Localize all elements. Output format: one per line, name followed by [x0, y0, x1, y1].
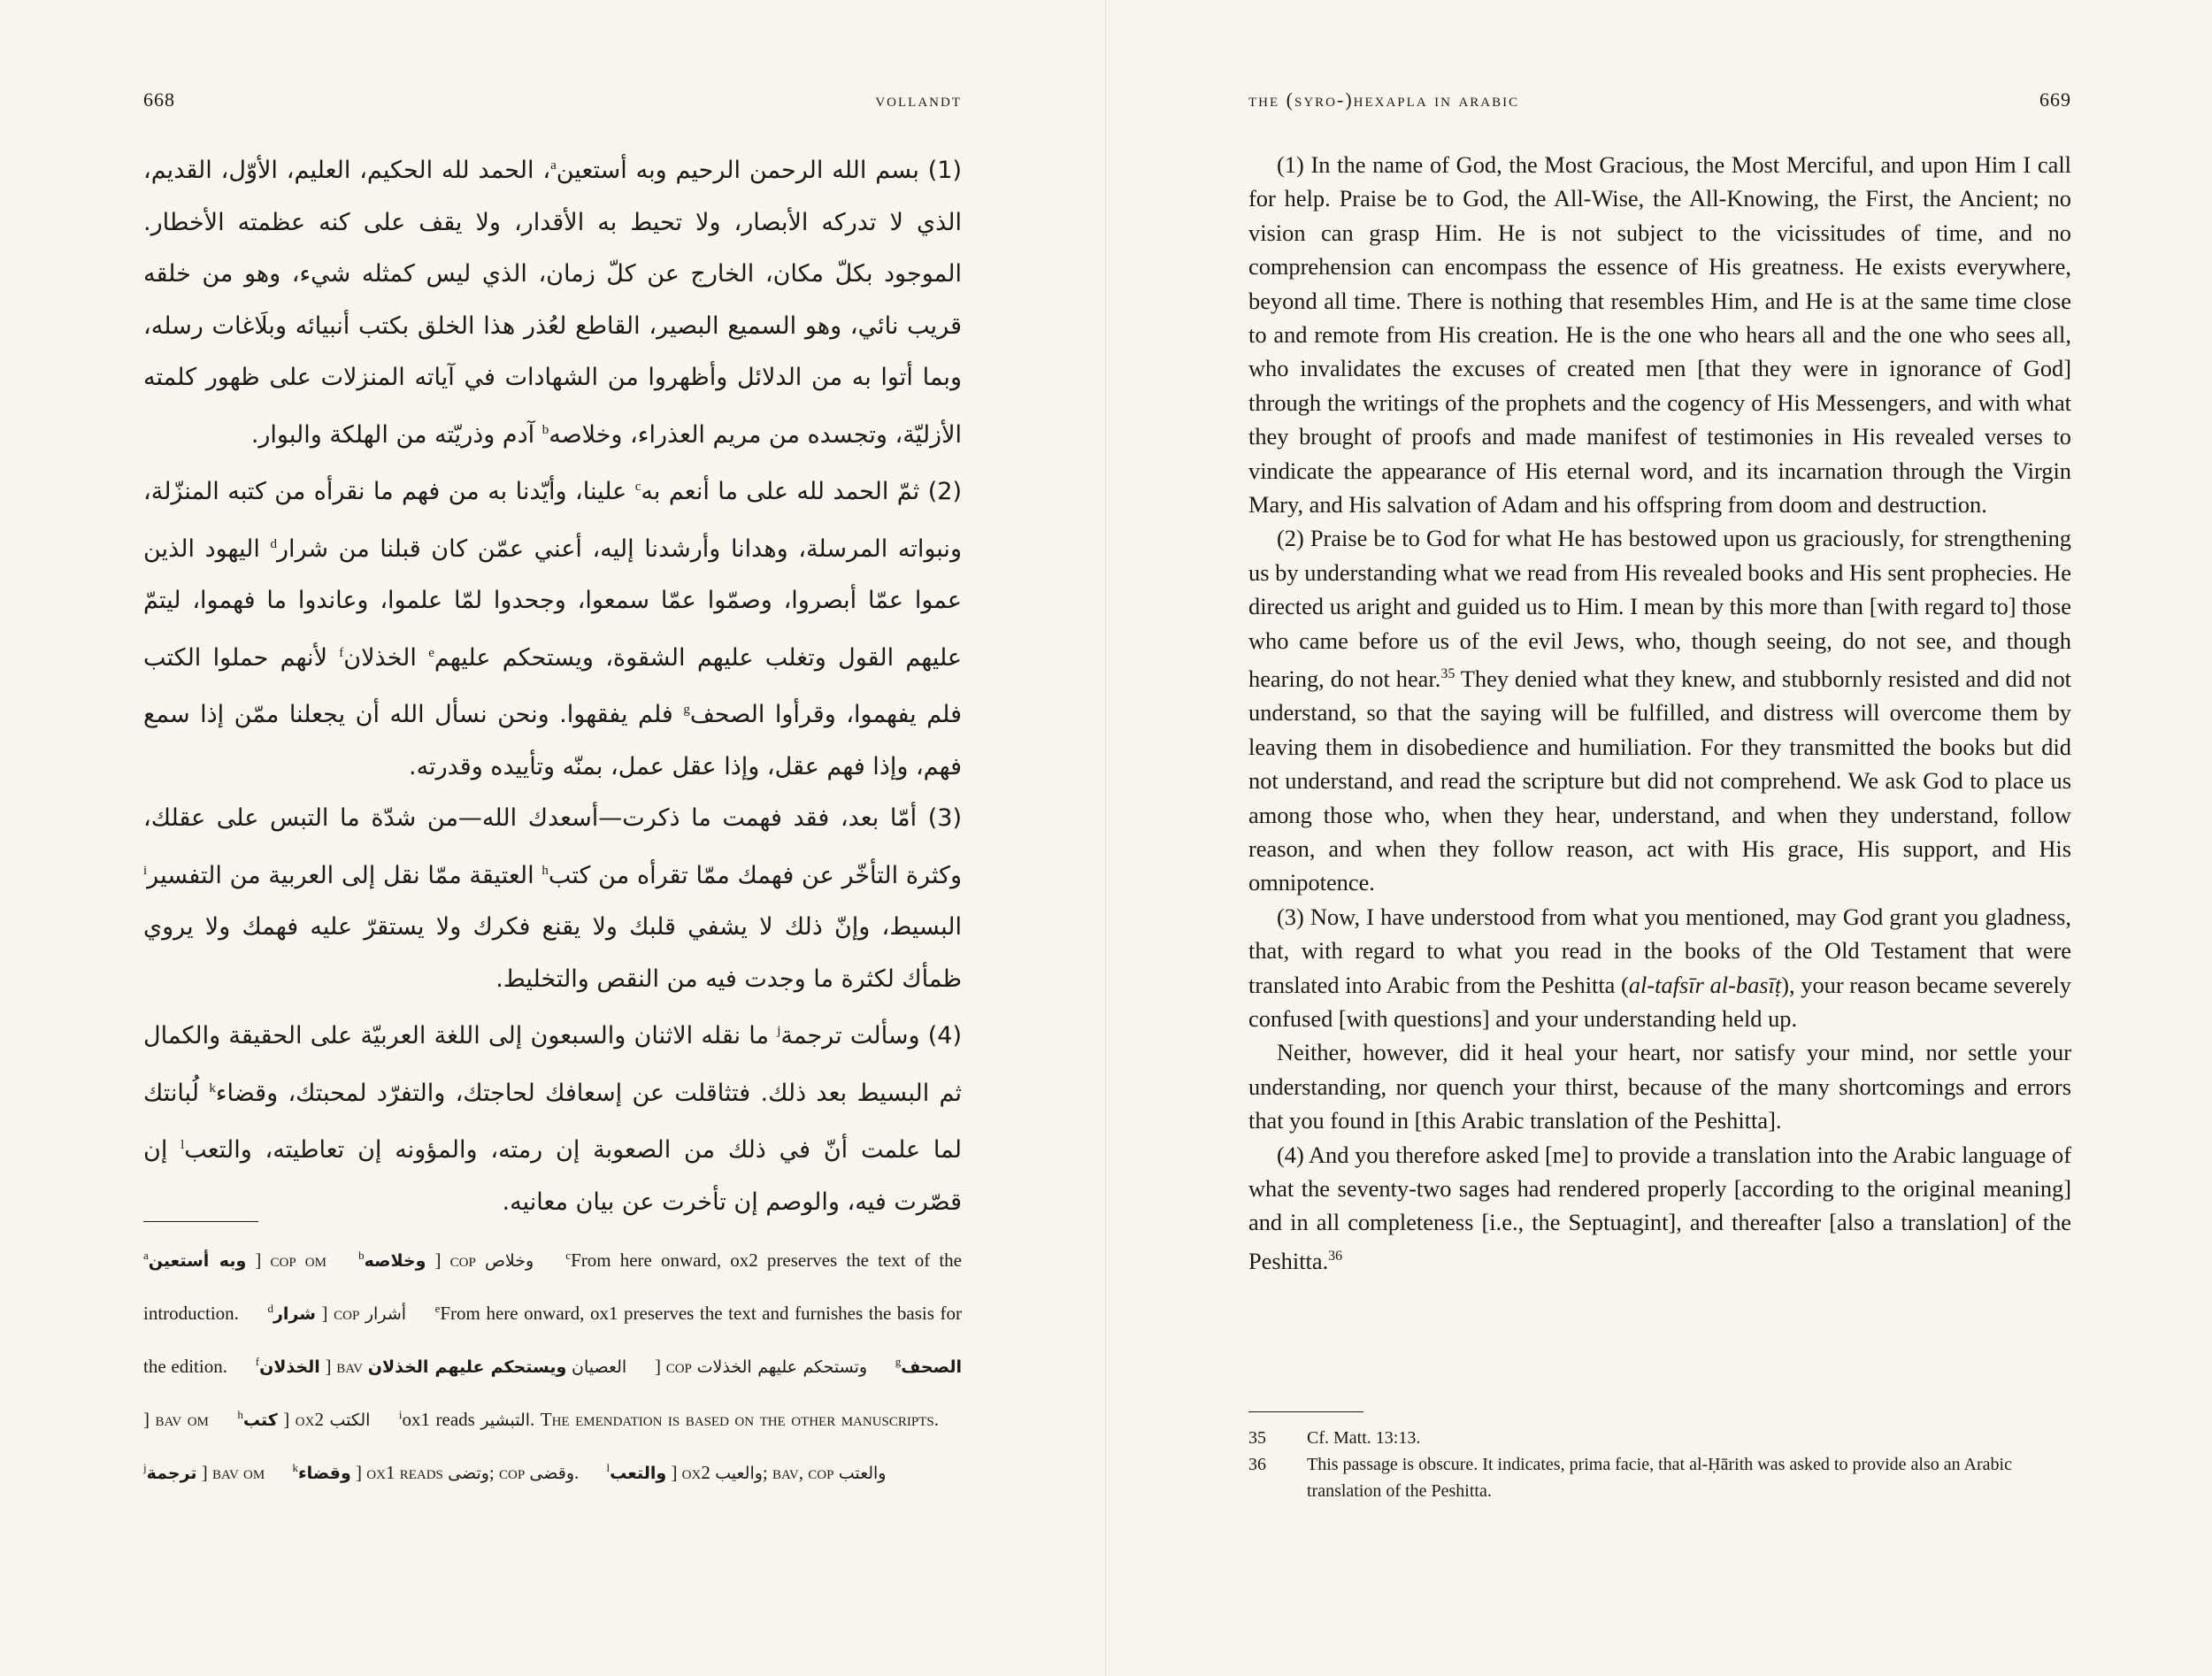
footnote-text: Cf. Matt. 13:13. [1307, 1428, 1421, 1448]
english-translation-text [1248, 148, 2071, 1278]
arabic-paragraph-1: (1) بسم الله الرحمن الرحيم وبه أستعين$^a$، الحمد لله الحكيم، العليم، الأوّل، القديم، الذي لا تدركه الأبصار، ولا تحيط به الأقدار، ولا يقف على كنه عظمته الأخطار. الموجود بكلّ مكان، الخارج عن كلّ زمان، الذي ليس كمثله شيء، وهو من خلقه قريب نائي، وهو السميع البصير، القاطع لعُذر هذا الخلق بكتب أنبيائه وبلَاغات رسله، وبما أتوا به من الدلائل وأظهروا من الشهادات في آياته المنزلات على ظهور كلمته الأزليّة، وتجسده من مريم العذراء، وخلاصه$^b$ آدم وذريّته من الهلكة والبوار. [143, 157, 962, 449]
running-head-title: the (syro-)hexapla in arabic [1248, 88, 1520, 111]
apparatus-mark: b [358, 1249, 365, 1262]
apparatus-witness: ] bav om [196, 1462, 270, 1483]
footnote [1248, 1425, 2071, 1451]
critical-apparatus [143, 1232, 962, 1497]
apparatus-entry [399, 1409, 939, 1430]
arabic-note-marker: k [209, 1080, 216, 1096]
apparatus-note: From here onward, ox2 preserves the text of the introduction. [143, 1249, 962, 1324]
apparatus-note-cont: ; cop [488, 1462, 530, 1483]
apparatus-witness: ] cop [649, 1356, 697, 1377]
apparatus-variant: والعيب [715, 1464, 763, 1483]
apparatus-variant: وتستحكم عليهم الخذلات [696, 1357, 868, 1377]
arabic-note-marker: e [428, 645, 434, 660]
apparatus-variant: والعتب [838, 1464, 887, 1483]
apparatus-mark: g [895, 1355, 902, 1368]
footnotes [1248, 1425, 2071, 1504]
apparatus-mark: h [237, 1408, 243, 1421]
footnote-rule-right [1248, 1411, 1363, 1412]
apparatus-lemma: كتب [242, 1411, 278, 1430]
apparatus-variant: وتضى [448, 1464, 489, 1483]
apparatus-entry [237, 1409, 370, 1430]
page-number-left: 668 [143, 88, 175, 111]
apparatus-witness: ] cop [315, 1303, 365, 1324]
apparatus-witness: ] ox2 [666, 1462, 716, 1483]
apparatus-note-cont: ; bav, cop [762, 1462, 839, 1483]
apparatus-note-cont: . The emendation is based on the other manuscripts. [530, 1409, 939, 1430]
apparatus-mark: i [398, 1408, 403, 1421]
arabic-note-marker: i [143, 863, 148, 878]
apparatus-variant: أشرار [365, 1304, 407, 1324]
page-number-right: 669 [2039, 88, 2071, 111]
running-head-author: vollandt [875, 88, 962, 111]
apparatus-lemma: الخذلان [259, 1357, 320, 1377]
apparatus-entry [292, 1462, 579, 1483]
arabic-note-marker: g [683, 703, 690, 717]
apparatus-lemma: ويستحكم عليهم الخذلان [367, 1357, 567, 1377]
translation-paragraph-1: (1) In the name of God, the Most Gracious, the Most Merciful, and upon Him I call for help. Praise be to God, the All-Wise, the All-Knowing, the First, the Ancient; no vision can grasp Him. He is not subject to the vicissitudes of time, and no comprehension can encompass the essence of His greatness. He exists everywhere, beyond all time. There is nothing that resembles Him, and He is at the same time close to and remote from His creation. He is the one who hears all and the one who sees all, who invalidates the excuses of created men [that they were in ignorance of God] through the writings of the prophets and the cogency of His Messengers, and with what they brought of proofs and made manifest of testimonies in His revealed verses to vindicate the appearance of His eternal word, and its incarnation through the Virgin Mary, and His salvation of Adam and his offspring from doom and destruction. [1248, 151, 2071, 519]
translation-paragraph-3: (3) Now, I have understood from what you mentioned, may God grant you gladness, that, with regard to what you read in the books of the Old Testament that were translated into Arabic from the Peshitta (al-tafsīr al-basīṭ), your reason became severely confused [with questions] and your understanding held up. [1248, 903, 2071, 1032]
apparatus-lemma: الصحف [901, 1357, 962, 1377]
apparatus-entry [143, 1249, 335, 1271]
translation-paragraph-4: Neither, however, did it heal your heart, nor satisfy your mind, nor settle your understanding, nor quench your thirst, because of the many shortcomings and errors that you found in [this Arabic translation of the Peshitta]. [1248, 1039, 2071, 1134]
apparatus-witness: ] ox1 reads [350, 1462, 449, 1483]
apparatus-variant: الكتب [329, 1411, 371, 1430]
apparatus-lemma: وقضاء [297, 1464, 351, 1483]
apparatus-mark: d [267, 1302, 273, 1315]
footnote [1248, 1451, 2071, 1504]
apparatus-witness: ] cop [426, 1249, 485, 1271]
apparatus-lemma: شرار [273, 1304, 316, 1324]
arabic-note-marker: b [541, 422, 549, 437]
arabic-paragraph-4: (4) وسألت ترجمة$^j$ ما نقله الاثنان والسبعون إلى اللغة العربيّة على الحقيقة والكمال ثم البسيط بعد ذلك. فتثاقلت عن إسعافك لحاجتك، والتفرّد لمحبتك، وقضاء$^k$ لُبانتك لما علمت أنّ في ذلك من الصعوبة إن رمته، والمؤونه إن تعاطيته، والتعب$^l$ إن قصّرت فيه، والوصم إن تأخرت عن بيان معانيه. [143, 1022, 963, 1216]
right-page [1106, 0, 2212, 1676]
apparatus-lemma: وبه أستعين [148, 1251, 247, 1271]
arabic-note-marker: h [541, 863, 549, 878]
footnote-number: 36 [1248, 1455, 1266, 1474]
arabic-paragraph-2: (2) ثمّ الحمد لله على ما أنعم به$^c$ علينا، وأيّدنا به من فهم ما نقرأه من كتبه المنزّلة، ونبواته المرسلة، وهدانا وأرشدنا إليه، أعني عمّن كان قبلنا من شرار$^d$ اليهود الذين عموا عمّا أبصروا، وصمّوا عمّا سمعوا، وجحدوا لمّا علموا، وعاندوا ما فهموا، ليتمّ عليهم القول وتغلب عليهم الشقوة، ويستحكم عليهم$^e$ الخذلان$^f$ لأنهم حملوا الكتب فلم يفهموا، وقرأوا الصحف$^g$ فلم يفقهوا. ونحن نسأل الله أن يجعلنا ممّن إذا سمع فهم، وإذا فهم عقل، وإذا عقل عمل، بمنّه وتأييده وقدرته. [143, 478, 963, 780]
apparatus-entry [607, 1462, 887, 1483]
apparatus-variant: العصيان [572, 1357, 627, 1377]
apparatus-note-cont: . [574, 1462, 580, 1483]
arabic-paragraph-3: (3) أمّا بعد، فقد فهمت ما ذكرت—أسعدك الله—من شدّة ما التبس على عقلك، وكثرة التأخّر عن فهمك ممّا تقرأه من كتب$^h$ العتيقة ممّا نقل إلى العربية من التفسير$^i$ البسيط، وإنّ ذلك لا يشفي قلبك ولا يقنع فكرك ولا يستقرّ عليه فهمك ولا يروي ظمأك لكثرة ما وجدت فيه من النقص والتخليط. [143, 804, 962, 993]
apparatus-lemma: وخلاصه [364, 1251, 426, 1271]
arabic-note-marker: a [550, 158, 557, 173]
translation-paragraph-5: (4) And you therefore asked [me] to provide a translation into the Arabic language of what the seventy-two sages had rendered properly [according to the original meaning] and in all completeness [i.e., the Septuagint], and thereafter [also a translation] of the Peshitta.$^{36}$ [1248, 1141, 2071, 1274]
apparatus-entry [267, 1303, 406, 1324]
apparatus-mark: k [292, 1461, 298, 1474]
apparatus-variant: وقضى [529, 1464, 574, 1483]
apparatus-entry [358, 1249, 534, 1271]
arabic-note-marker: l [180, 1138, 185, 1152]
apparatus-mark: f [255, 1355, 260, 1368]
translation-paragraph-2: (2) Praise be to God for what He has bestowed upon us graciously, for strengthening us by understanding what we read from His revealed books and His sent prophecies. He directed us aright and guided us to Him. I mean by this more than [with regard to] those who came before us of the evil Jews, who, though seeing, do not see, and though hearing, do not hear.$^{35}$ They denied what they knew, and stubbornly resisted and did not understand, so that the saying will be fulfilled, and distress will overcome them by leaving them in disobedience and humiliation. For they transmitted the books but did not understand, and read the scripture but did not comprehend. We ask God to place us among those who, when they hear, understand, and when they understand, follow reason, and when they follow reason, act with His grace, His support, and His omnipotence. [1248, 525, 2071, 896]
footnote-text: This passage is obscure. It indicates, prima facie, that al-Ḥārith was asked to provide also an Arabic translation of the Peshitta. [1307, 1455, 2012, 1501]
apparatus-mark: j [143, 1461, 147, 1474]
apparatus-mark: l [606, 1461, 611, 1474]
english-note-marker: 35 [1440, 666, 1455, 682]
footnote-number: 35 [1248, 1428, 1266, 1448]
left-page [0, 0, 1105, 1676]
apparatus-mark: a [143, 1249, 149, 1262]
english-note-marker: 36 [1328, 1248, 1343, 1264]
apparatus-witness: ] ox2 [277, 1409, 330, 1430]
footnote-rule-left [143, 1221, 258, 1222]
english-italic-term: al-tafsīr al-basīṭ [1628, 971, 1782, 998]
apparatus-witness: ] bav om [143, 1409, 215, 1430]
apparatus-mark: c [565, 1249, 572, 1262]
apparatus-witness: ] bav [319, 1356, 368, 1377]
apparatus-entry [143, 1462, 269, 1483]
apparatus-mark: e [434, 1302, 441, 1315]
arabic-note-marker: c [634, 480, 641, 494]
arabic-note-marker: f [339, 645, 344, 660]
arabic-note-marker: d [270, 536, 277, 551]
apparatus-lemma: والتعب [610, 1464, 667, 1483]
apparatus-witness: ] cop om [246, 1249, 336, 1271]
apparatus-note: From here onward, ox1 preserves the text and furnishes the basis for the edition. [143, 1303, 962, 1377]
apparatus-entries [143, 1232, 962, 1497]
arabic-note-marker: j [777, 1024, 781, 1038]
apparatus-variant: وخلاص [484, 1251, 534, 1271]
arabic-edition-text [143, 140, 962, 1228]
apparatus-variant: التبشير [480, 1411, 531, 1430]
apparatus-note: ox1 reads [402, 1409, 481, 1430]
apparatus-lemma: ترجمة [146, 1464, 197, 1483]
